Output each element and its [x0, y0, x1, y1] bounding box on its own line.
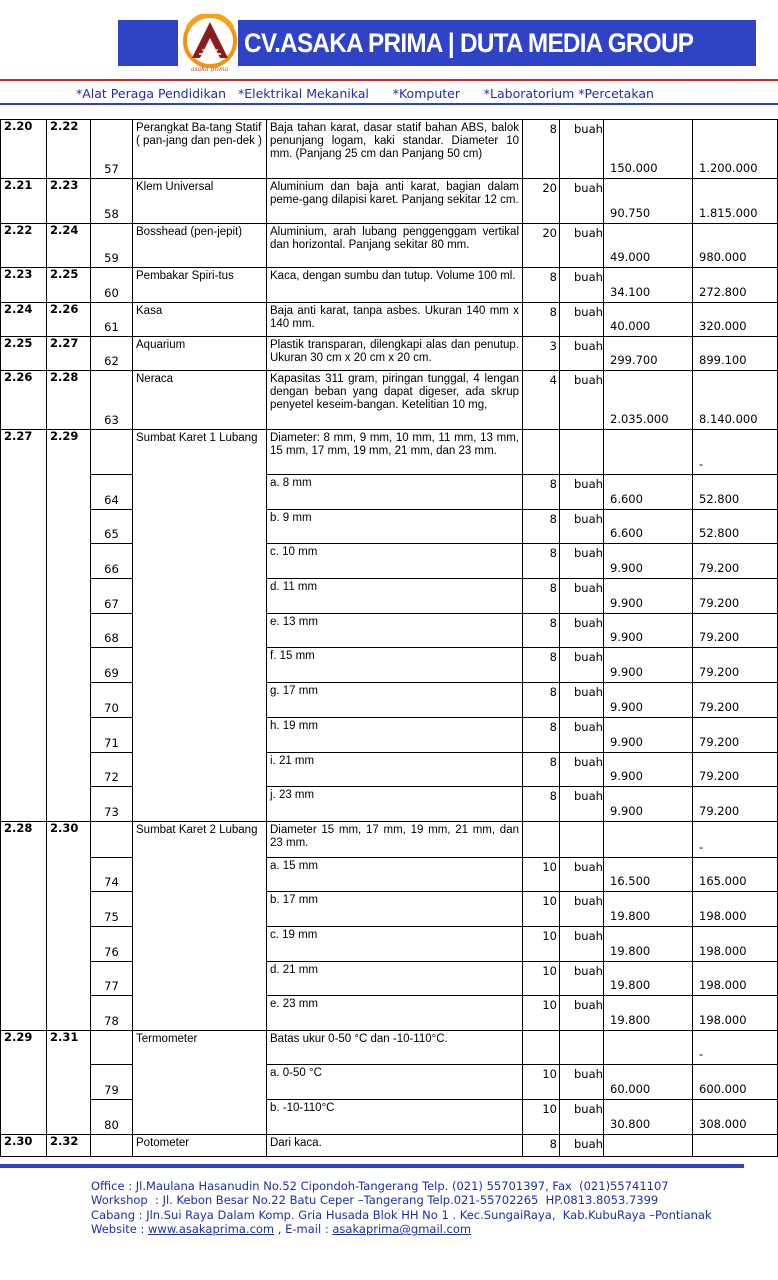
table-row — [1, 683, 778, 718]
item-total: 600.000 — [693, 1064, 778, 1099]
asaka-prima-logo-icon — [180, 14, 240, 74]
item-total: 79.200 — [693, 752, 778, 787]
item-qty: 8 — [523, 509, 560, 544]
item-code-a: 2.28 — [1, 821, 47, 1030]
item-price: 60.000 — [604, 1064, 693, 1099]
item-price — [604, 1134, 693, 1156]
footer-website-label: Website : — [91, 1222, 149, 1237]
item-qty: 8 — [523, 303, 560, 337]
item-qty: 8 — [523, 787, 560, 822]
item-number — [91, 430, 133, 475]
table-row — [1, 1064, 778, 1099]
item-number: 71 — [91, 717, 133, 752]
item-spec: e. 13 mm — [267, 613, 523, 648]
item-number: 67 — [91, 579, 133, 614]
item-number — [91, 821, 133, 857]
item-total: 52.800 — [693, 509, 778, 544]
item-price: 299.700 — [604, 337, 693, 371]
table-row — [1, 371, 778, 430]
item-qty: 4 — [523, 371, 560, 430]
item-spec: Baja tahan karat, dasar statif bahan ABS, balok penunjang logam, kaki standar. Diameter 10 mm. (Panjang 25 cm dan Panjang 50 cm) — [267, 120, 523, 179]
table-row — [1, 579, 778, 614]
item-code-b: 2.29 — [47, 430, 91, 822]
item-price: 6.600 — [604, 509, 693, 544]
footer-cabang: Cabang : Jln.Sui Raya Dalam Komp. Gria Husada Blok HH No 1 . Kec.SungaiRaya, Kab.KubuRaya –Pontianak — [91, 1207, 712, 1222]
item-spec: b. 17 mm — [267, 892, 523, 927]
item-qty: 8 — [523, 120, 560, 179]
item-qty: 10 — [523, 1064, 560, 1099]
item-qty — [523, 821, 560, 857]
item-number: 73 — [91, 787, 133, 822]
item-total: 79.200 — [693, 787, 778, 822]
item-qty: 10 — [523, 892, 560, 927]
item-qty: 8 — [523, 683, 560, 718]
header-red-rule — [0, 79, 778, 81]
item-total: 8.140.000 — [693, 371, 778, 430]
item-price: 90.750 — [604, 179, 693, 224]
table-row — [1, 303, 778, 337]
item-code-a: 2.22 — [1, 224, 47, 268]
table-row — [1, 1134, 778, 1156]
item-unit: buah — [560, 927, 604, 962]
item-price: 9.900 — [604, 613, 693, 648]
item-name: Perangkat Ba-tang Statif ( pan-jang dan pen-dek ) — [133, 120, 267, 179]
item-unit: buah — [560, 303, 604, 337]
item-total: 198.000 — [693, 996, 778, 1031]
item-code-a: 2.21 — [1, 179, 47, 224]
item-code-b: 2.31 — [47, 1030, 91, 1134]
item-total: 320.000 — [693, 303, 778, 337]
item-code-a: 2.26 — [1, 371, 47, 430]
item-spec: f. 15 mm — [267, 648, 523, 683]
item-spec: Aluminium, arah lubang penggenggam vertikal dan horizontal. Panjang sekitar 80 mm. — [267, 224, 523, 268]
table-row — [1, 1099, 778, 1134]
item-spec: Kapasitas 311 gram, piringan tunggal, 4 lengan dengan beban yang dapat digeser, ada skrup penyetel keseim-bangan. Ketelitian 10 mg, — [267, 371, 523, 430]
table-row — [1, 1030, 778, 1064]
item-total-dash: - — [693, 430, 778, 475]
item-qty: 8 — [523, 717, 560, 752]
item-total: 79.200 — [693, 579, 778, 614]
item-qty: 10 — [523, 857, 560, 892]
item-price: 6.600 — [604, 475, 693, 510]
item-unit — [560, 821, 604, 857]
item-number: 74 — [91, 857, 133, 892]
item-unit — [560, 430, 604, 475]
item-total: 165.000 — [693, 857, 778, 892]
item-number: 79 — [91, 1064, 133, 1099]
item-unit: buah — [560, 1064, 604, 1099]
item-price: 9.900 — [604, 683, 693, 718]
item-unit: buah — [560, 857, 604, 892]
item-number: 75 — [91, 892, 133, 927]
item-number: 60 — [91, 268, 133, 303]
item-unit: buah — [560, 544, 604, 579]
item-total: 272.800 — [693, 268, 778, 303]
item-total: 79.200 — [693, 717, 778, 752]
item-qty — [523, 430, 560, 475]
item-qty: 20 — [523, 179, 560, 224]
item-name: Termometer — [133, 1030, 267, 1134]
table-row — [1, 120, 778, 179]
item-spec: b. -10-110°C — [267, 1099, 523, 1134]
table-row — [1, 475, 778, 510]
item-unit: buah — [560, 337, 604, 371]
item-price: 9.900 — [604, 752, 693, 787]
item-number: 61 — [91, 303, 133, 337]
item-code-a: 2.20 — [1, 120, 47, 179]
item-unit: buah — [560, 683, 604, 718]
table-row — [1, 857, 778, 892]
item-number — [91, 1030, 133, 1064]
table-row — [1, 509, 778, 544]
item-code-b: 2.23 — [47, 179, 91, 224]
item-name: Kasa — [133, 303, 267, 337]
item-name: Klem Universal — [133, 179, 267, 224]
item-unit: buah — [560, 996, 604, 1031]
table-row — [1, 179, 778, 224]
item-number: 63 — [91, 371, 133, 430]
item-spec: d. 11 mm — [267, 579, 523, 614]
item-spec: g. 17 mm — [267, 683, 523, 718]
item-table — [0, 119, 778, 1157]
item-total-dash: - — [693, 1030, 778, 1064]
footer-blue-rule — [0, 1164, 744, 1168]
item-unit: buah — [560, 1134, 604, 1156]
item-unit: buah — [560, 475, 604, 510]
item-code-a: 2.23 — [1, 268, 47, 303]
item-number: 64 — [91, 475, 133, 510]
item-total-dash: - — [693, 821, 778, 857]
table-row — [1, 821, 778, 857]
item-number: 72 — [91, 752, 133, 787]
item-unit: buah — [560, 892, 604, 927]
item-total: 79.200 — [693, 683, 778, 718]
item-total: 1.815.000 — [693, 179, 778, 224]
table-row — [1, 613, 778, 648]
item-total: 1.200.000 — [693, 120, 778, 179]
email-link[interactable]: asakaprima@gmail.com — [332, 1222, 472, 1237]
footer-office: Office : Jl.Maulana Hasanudin No.52 Cipondoh-Tangerang Telp. (021) 55701397, Fax (021)55741107 — [91, 1179, 669, 1193]
item-unit: buah — [560, 179, 604, 224]
item-price: 19.800 — [604, 927, 693, 962]
item-number: 59 — [91, 224, 133, 268]
item-price: 2.035.000 — [604, 371, 693, 430]
item-unit: buah — [560, 268, 604, 303]
table-row — [1, 927, 778, 962]
item-qty: 8 — [523, 1134, 560, 1156]
item-qty: 8 — [523, 544, 560, 579]
item-total: 308.000 — [693, 1099, 778, 1134]
item-name: Aquarium — [133, 337, 267, 371]
item-spec: Kaca, dengan sumbu dan tutup. Volume 100 ml. — [267, 268, 523, 303]
item-qty: 10 — [523, 1099, 560, 1134]
item-unit: buah — [560, 787, 604, 822]
item-spec: e. 23 mm — [267, 996, 523, 1031]
item-spec: i. 21 mm — [267, 752, 523, 787]
item-code-b: 2.28 — [47, 371, 91, 430]
item-spec: c. 10 mm — [267, 544, 523, 579]
header-blue-rule — [0, 103, 778, 105]
item-price — [604, 821, 693, 857]
table-row — [1, 544, 778, 579]
item-qty: 8 — [523, 648, 560, 683]
item-unit: buah — [560, 120, 604, 179]
item-unit: buah — [560, 648, 604, 683]
item-spec: Baja anti karat, tanpa asbes. Ukuran 140 mm x 140 mm. — [267, 303, 523, 337]
item-price: 9.900 — [604, 717, 693, 752]
item-code-b: 2.22 — [47, 120, 91, 179]
item-name: Potometer — [133, 1134, 267, 1156]
item-number: 66 — [91, 544, 133, 579]
item-spec: a. 15 mm — [267, 857, 523, 892]
item-qty: 8 — [523, 752, 560, 787]
item-number: 80 — [91, 1099, 133, 1134]
item-total: 52.800 — [693, 475, 778, 510]
item-unit: buah — [560, 579, 604, 614]
item-number: 57 — [91, 120, 133, 179]
item-number: 76 — [91, 927, 133, 962]
item-number — [91, 1134, 133, 1156]
item-spec: Aluminium dan baja anti karat, bagian dalam peme-gang dilapisi karet. Panjang sekitar 12 cm. — [267, 179, 523, 224]
item-price: 9.900 — [604, 544, 693, 579]
item-price: 40.000 — [604, 303, 693, 337]
item-spec: Plastik transparan, dilengkapi alas dan penutup. Ukuran 30 cm x 20 cm x 20 cm. — [267, 337, 523, 371]
item-code-b: 2.26 — [47, 303, 91, 337]
table-row — [1, 717, 778, 752]
item-total — [693, 1134, 778, 1156]
table-row — [1, 752, 778, 787]
item-number: 65 — [91, 509, 133, 544]
item-total: 198.000 — [693, 892, 778, 927]
item-name: Pembakar Spiri-tus — [133, 268, 267, 303]
footer-workshop: Workshop : Jl. Kebon Besar No.22 Batu Ceper –Tangerang Telp.021-55702265 HP.0813.8053.7399 — [91, 1193, 659, 1208]
table-row — [1, 892, 778, 927]
item-unit: buah — [560, 613, 604, 648]
item-price: 150.000 — [604, 120, 693, 179]
item-unit: buah — [560, 509, 604, 544]
table-row — [1, 337, 778, 371]
item-spec: h. 19 mm — [267, 717, 523, 752]
item-price: 49.000 — [604, 224, 693, 268]
item-name: Sumbat Karet 2 Lubang — [133, 821, 267, 1030]
item-code-a: 2.27 — [1, 430, 47, 822]
table-row — [1, 996, 778, 1031]
item-price: 9.900 — [604, 579, 693, 614]
item-name: Bosshead (pen-jepit) — [133, 224, 267, 268]
footer — [91, 1179, 712, 1237]
item-spec: j. 23 mm — [267, 787, 523, 822]
item-qty — [523, 1030, 560, 1064]
item-spec: Diameter: 8 mm, 9 mm, 10 mm, 11 mm, 13 mm, 15 mm, 17 mm, 19 mm, 21 mm, dan 23 mm. — [267, 430, 523, 475]
item-total: 198.000 — [693, 927, 778, 962]
item-qty: 8 — [523, 579, 560, 614]
table-row — [1, 430, 778, 475]
item-code-a: 2.29 — [1, 1030, 47, 1134]
item-code-b: 2.25 — [47, 268, 91, 303]
item-total: 79.200 — [693, 648, 778, 683]
item-unit: buah — [560, 1099, 604, 1134]
item-name: Neraca — [133, 371, 267, 430]
item-total: 79.200 — [693, 613, 778, 648]
item-number: 70 — [91, 683, 133, 718]
item-name: Sumbat Karet 1 Lubang — [133, 430, 267, 822]
item-number: 78 — [91, 996, 133, 1031]
item-code-a: 2.24 — [1, 303, 47, 337]
tagline: *Alat Peraga Pendidikan *Elektrikal Mekanikal *Komputer *Laboratorium *Percetakan — [76, 86, 654, 101]
item-unit: buah — [560, 371, 604, 430]
item-price: 30.800 — [604, 1099, 693, 1134]
item-spec: Batas ukur 0-50 °C dan -10-110°C. — [267, 1030, 523, 1064]
item-unit: buah — [560, 961, 604, 996]
item-spec: a. 0-50 °C — [267, 1064, 523, 1099]
item-qty: 8 — [523, 475, 560, 510]
item-spec: d. 21 mm — [267, 961, 523, 996]
item-code-b: 2.32 — [47, 1134, 91, 1156]
item-qty: 20 — [523, 224, 560, 268]
item-price: 19.800 — [604, 892, 693, 927]
table-row — [1, 224, 778, 268]
logo-text: asaka prima — [191, 66, 229, 73]
item-code-a: 2.30 — [1, 1134, 47, 1156]
item-spec: Diameter 15 mm, 17 mm, 19 mm, 21 mm, dan 23 mm. — [267, 821, 523, 857]
item-code-b: 2.30 — [47, 821, 91, 1030]
item-price — [604, 430, 693, 475]
footer-email-label: , E-mail : — [274, 1222, 333, 1237]
website-link[interactable]: www.asakaprima.com — [148, 1222, 275, 1237]
header-bar-left — [118, 20, 178, 66]
table-row — [1, 961, 778, 996]
item-qty: 8 — [523, 613, 560, 648]
table-row — [1, 787, 778, 822]
item-code-b: 2.27 — [47, 337, 91, 371]
item-total: 899.100 — [693, 337, 778, 371]
item-price: 9.900 — [604, 787, 693, 822]
item-unit: buah — [560, 717, 604, 752]
item-spec: b. 9 mm — [267, 509, 523, 544]
item-price: 19.800 — [604, 996, 693, 1031]
item-number: 69 — [91, 648, 133, 683]
item-qty: 3 — [523, 337, 560, 371]
item-unit: buah — [560, 752, 604, 787]
item-number: 58 — [91, 179, 133, 224]
item-code-b: 2.24 — [47, 224, 91, 268]
item-unit: buah — [560, 224, 604, 268]
item-number: 77 — [91, 961, 133, 996]
item-qty: 10 — [523, 961, 560, 996]
item-price — [604, 1030, 693, 1064]
item-spec: Dari kaca. — [267, 1134, 523, 1156]
item-price: 16.500 — [604, 857, 693, 892]
item-price: 19.800 — [604, 961, 693, 996]
item-spec: a. 8 mm — [267, 475, 523, 510]
item-code-a: 2.25 — [1, 337, 47, 371]
table-row — [1, 648, 778, 683]
table-body — [1, 120, 778, 1157]
item-price: 34.100 — [604, 268, 693, 303]
table-row — [1, 268, 778, 303]
item-unit — [560, 1030, 604, 1064]
item-number: 62 — [91, 337, 133, 371]
item-number: 68 — [91, 613, 133, 648]
item-qty: 10 — [523, 996, 560, 1031]
item-spec: c. 19 mm — [267, 927, 523, 962]
item-total: 79.200 — [693, 544, 778, 579]
brand-name: CV.ASAKA PRIMA | DUTA MEDIA GROUP — [244, 28, 694, 58]
item-price: 9.900 — [604, 648, 693, 683]
item-qty: 8 — [523, 268, 560, 303]
item-total: 198.000 — [693, 961, 778, 996]
item-qty: 10 — [523, 927, 560, 962]
item-total: 980.000 — [693, 224, 778, 268]
